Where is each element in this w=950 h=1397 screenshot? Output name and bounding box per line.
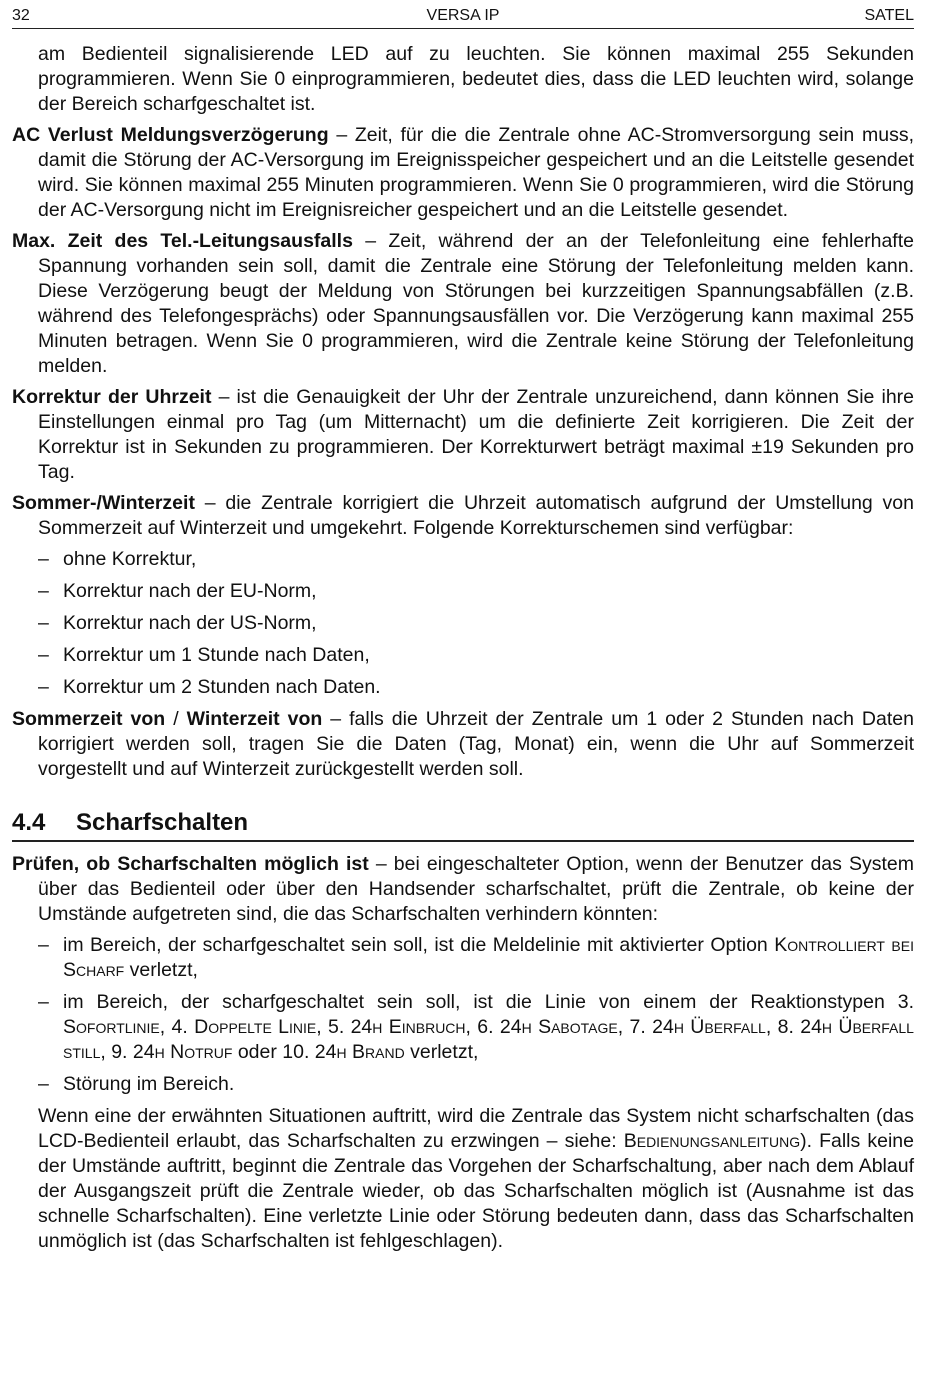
list-item-text: , 5. 24	[316, 1016, 373, 1038]
list-item-text: verletzt,	[124, 959, 198, 981]
list-item-text: ohne Korrektur,	[63, 548, 197, 570]
arming-conditions-list	[12, 933, 914, 1097]
definition-dst-dates	[12, 707, 914, 782]
list-item	[12, 1072, 914, 1097]
list-item-text: oder 10. 24	[232, 1041, 337, 1063]
dash-marker: –	[38, 934, 49, 956]
zone-type-name: h Überfall	[673, 1016, 766, 1038]
term-separator: /	[165, 708, 187, 730]
page-content	[12, 42, 914, 1260]
paragraph-text: Wenn eine der erwähnten Situationen auftritt, wird die Zentrale das System nicht scharfschalten (das LCD-Bedienteil erlaubt, das Scharfschalten zu erzwingen – siehe:	[38, 1105, 914, 1152]
definition-text: – ist die Genauigkeit der Uhr der Zentrale unzureichend, dann können Sie ihre Einstellungen einmal pro Tag (um Mitternacht) um die definierte Zeit korrigieren. Die Zeit der Korrektur ist in Sekunden zu programmieren. Der Korrekturwert beträgt maximal ±19 Sekunden pro Tag.	[38, 386, 915, 483]
term-label: AC Verlust Meldungsverzögerung	[12, 124, 329, 146]
zone-type-name: h Brand	[336, 1041, 405, 1063]
list-item	[12, 579, 914, 604]
zone-type-name: h Einbruch	[372, 1016, 466, 1038]
page-number: 32	[12, 7, 30, 24]
term-label: Prüfen, ob Scharfschalten möglich ist	[12, 853, 369, 875]
term-label: Korrektur der Uhrzeit	[12, 386, 212, 408]
option-name: Kontrolliert bei Scharf	[63, 934, 914, 981]
list-item-text: , 4.	[159, 1016, 195, 1038]
definition-daylight-saving	[12, 491, 914, 541]
list-item	[12, 933, 914, 983]
zone-type-name: h Notruf	[154, 1041, 233, 1063]
list-item-text: Korrektur nach der US-Norm,	[63, 612, 317, 634]
dash-marker: –	[38, 991, 49, 1013]
dash-marker: –	[38, 1073, 49, 1095]
definition-text: – falls die Uhrzeit der Zentrale um 1 oder 2 Stunden nach Daten korrigiert werden soll, tragen Sie die Daten (Tag, Monat) ein, wenn die Uhr auf Sommerzeit vorgestellt und auf Winterzeit zurückgestellt werden soll.	[38, 708, 914, 780]
zone-type-name: Doppelte Linie	[194, 1016, 317, 1038]
definition-text: – bei eingeschalteter Option, wenn der Benutzer das System über das Bedienteil oder über den Handsender scharfschaltet, prüft die Zentrale, ob keine der Umstände aufgetreten sind, die das Scharfschalten verhindern könnten:	[38, 853, 914, 925]
list-item-text: , 8. 24	[765, 1016, 822, 1038]
section-title: Scharfschalten	[76, 809, 249, 836]
section-number: 4.4	[12, 809, 46, 836]
dash-marker: –	[38, 644, 49, 666]
paragraph-text: ). Falls keine der Umstände auftritt, beginnt die Zentrale das Vorgehen der Scharfschaltung, aber nach dem Ablauf der Ausgangszeit prüft die Zentrale wieder, ob das Scharfschalten möglich ist (Ausnahme ist das schnelle Scharfschalten). Eine verletzte Linie oder Störung bedeuten dann, dass das Scharfschalten unmöglich ist (das Scharfschalten ist fehlgeschlagen).	[38, 1130, 914, 1252]
zone-type-name: Sofortlinie	[63, 1016, 160, 1038]
list-item	[12, 675, 914, 700]
list-item-text: verletzt,	[404, 1041, 479, 1063]
term-label: Sommerzeit von	[12, 708, 166, 730]
list-item-text: Korrektur um 1 Stunde nach Daten,	[63, 644, 370, 666]
term-label: Sommer-/Winterzeit	[12, 492, 195, 514]
zone-type-name: h Überfall still	[63, 1016, 914, 1063]
dash-marker: –	[38, 676, 49, 698]
list-item-text: Korrektur nach der EU-Norm,	[63, 580, 317, 602]
manual-reference: Bedienungsanleitung	[623, 1130, 801, 1152]
section-heading	[12, 808, 914, 842]
list-item	[12, 611, 914, 636]
dst-options-list	[12, 547, 914, 700]
dash-marker: –	[38, 580, 49, 602]
brand-name: SATEL	[864, 7, 914, 24]
intro-paragraph: am Bedienteil signalisierende LED auf zu leuchten. Sie können maximal 255 Sekunden programmieren. Wenn Sie 0 einprogrammieren, bedeutet dies, dass die LED leuchten wird, solange der Bereich scharfgeschaltet ist.	[38, 43, 914, 115]
list-item	[12, 990, 914, 1065]
list-item-text: Störung im Bereich.	[63, 1073, 235, 1095]
page-header	[12, 4, 914, 29]
dash-marker: –	[38, 548, 49, 570]
list-item-text: , 9. 24	[100, 1041, 155, 1063]
definition-text: – Zeit, während der an der Telefonleitung eine fehlerhafte Spannung vorhanden sein soll, damit die Zentrale eine Störung der Telefonleitung melden kann. Diese Verzögerung beugt der Meldung von Störungen bei kurzzeitigen Spannungsabfällen (z.B. während des Telefongesprächs) oder Spannungsausfällen vor. Die Verzögerung kann maximal 255 Minuten betragen. Wenn Sie 0 programmieren, wird die Zentrale keine Störung der Telefonleitung melden.	[38, 230, 914, 377]
definition-clock-correction	[12, 385, 914, 485]
term-label: Winterzeit von	[186, 708, 323, 730]
list-item-text: im Bereich, der scharfgeschaltet sein soll, ist die Linie von einem der Reaktionstypen 3.	[63, 991, 914, 1013]
definition-ac-loss-delay	[12, 123, 914, 223]
definition-arming-check	[12, 852, 914, 927]
list-item-text: , 6. 24	[465, 1016, 522, 1038]
dash-marker: –	[38, 612, 49, 634]
list-item-text: Korrektur um 2 Stunden nach Daten.	[63, 676, 381, 698]
list-item	[12, 643, 914, 668]
list-item-text: im Bereich, der scharfgeschaltet sein soll, ist die Meldelinie mit aktivierter Option	[63, 934, 775, 956]
list-item	[12, 547, 914, 572]
definition-text: – Zeit, für die die Zentrale ohne AC-Stromversorgung sein muss, damit die Störung der AC-Versorgung im Ereignisspeicher gespeichert und an die Leitstelle gesendet wird. Sie können maximal 255 Minuten programmieren. Wenn Sie 0 programmieren, wird die Störung der AC-Versorgung nicht im Ereignisreicher gespeichert und an die Leitstelle gesendet.	[38, 124, 914, 221]
definition-text: – die Zentrale korrigiert die Uhrzeit automatisch aufgrund der Umstellung von Sommerzeit auf Winterzeit und umgekehrt. Folgende Korrekturschemen sind verfügbar:	[38, 492, 914, 539]
term-label: Max. Zeit des Tel.-Leitungsausfalls	[12, 230, 353, 252]
zone-type-name: h Sabotage	[521, 1016, 618, 1038]
closing-paragraph	[12, 1104, 914, 1254]
list-item-text: , 7. 24	[617, 1016, 674, 1038]
definition-phone-line-outage	[12, 229, 914, 379]
document-title: VERSA IP	[426, 7, 500, 24]
